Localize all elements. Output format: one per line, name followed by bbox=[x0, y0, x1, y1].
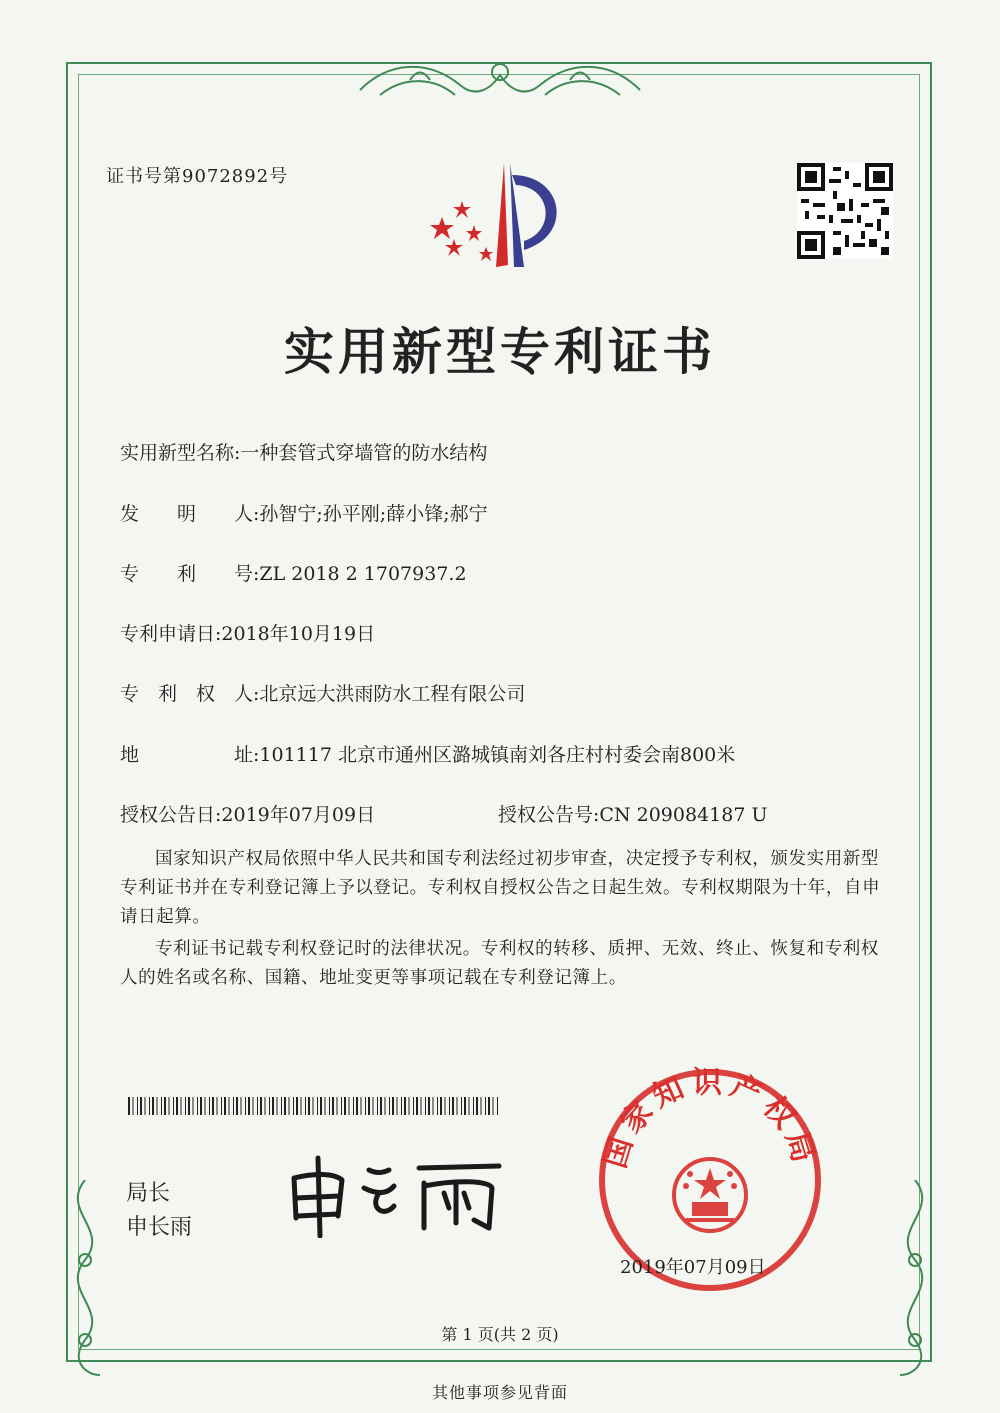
page-number: 第 1 页(共 2 页) bbox=[441, 1325, 559, 1344]
bottom-right-ornament bbox=[885, 1180, 945, 1380]
announcement-date-value: 2019年07月09日 bbox=[221, 804, 376, 826]
inventors-value: 孙智宁;孙平刚;薛小锋;郝宁 bbox=[259, 503, 488, 525]
announcement-number-value: CN 209084187 U bbox=[599, 804, 768, 826]
announcement-number-label: 授权公告号: bbox=[498, 804, 600, 826]
patent-number-value: ZL 2018 2 1707937.2 bbox=[259, 563, 467, 585]
legal-paragraph-2: 专利证书记载专利权登记时的法律状况。专利权的转移、质押、无效、终止、恢复和专利权人的姓名或名称、国籍、地址变更等事项记载在专利登记簿上。 bbox=[120, 939, 879, 988]
certificate-title: 实用新型专利证书 bbox=[284, 322, 716, 381]
seal-text: 国家知识产权局 bbox=[597, 1065, 823, 1173]
patent-number-row bbox=[120, 559, 467, 586]
patent-office-logo bbox=[424, 155, 584, 275]
svg-text:国家知识产权局 bbox=[598, 1066, 823, 1173]
utility-model-name-value: 一种套管式穿墙管的防水结构 bbox=[240, 442, 488, 464]
filing-date-row bbox=[120, 619, 375, 646]
announcement-date-row bbox=[120, 800, 375, 827]
patent-number-label: 专 利 号: bbox=[120, 563, 260, 585]
seal-date: 2019年07月09日 bbox=[620, 1257, 766, 1278]
director-signature bbox=[284, 1148, 514, 1238]
announcement-date-label: 授权公告日: bbox=[120, 804, 222, 826]
filing-date-value: 2018年10月19日 bbox=[221, 623, 376, 645]
footer-note: 其他事项参见背面 bbox=[431, 1383, 568, 1402]
barcode bbox=[128, 1097, 500, 1115]
legal-paragraph-1: 国家知识产权局依照中华人民共和国专利法经过初步审查，决定授予专利权，颁发实用新型专利证书并在专利登记簿上予以登记。专利权自授权公告之日起生效。专利权期限为十年，自申请日起算。 bbox=[120, 849, 881, 927]
patentee-label: 专 利 权 人: bbox=[120, 683, 260, 705]
filing-date-label: 专利申请日: bbox=[120, 623, 222, 645]
address-label: 地 址: bbox=[120, 744, 260, 766]
certificate-number: 证书号第9072892号 bbox=[106, 166, 289, 187]
patentee-value: 北京远大洪雨防水工程有限公司 bbox=[259, 683, 526, 705]
utility-model-name-row bbox=[120, 438, 487, 465]
bottom-left-ornament bbox=[55, 1180, 115, 1380]
utility-model-name-label: 实用新型名称: bbox=[120, 442, 241, 464]
announcement-number-row bbox=[498, 800, 767, 827]
inventors-label: 发 明 人: bbox=[120, 503, 260, 525]
address-row bbox=[120, 740, 735, 767]
qr-code bbox=[797, 163, 893, 259]
patentee-row bbox=[120, 679, 525, 706]
director-name: 申长雨 bbox=[126, 1215, 193, 1240]
inventors-row bbox=[120, 499, 488, 526]
top-floral-ornament bbox=[350, 50, 650, 110]
director-title: 局长 bbox=[126, 1181, 171, 1206]
address-value: 101117 北京市通州区潞城镇南刘各庄村村委会南800米 bbox=[259, 744, 736, 766]
